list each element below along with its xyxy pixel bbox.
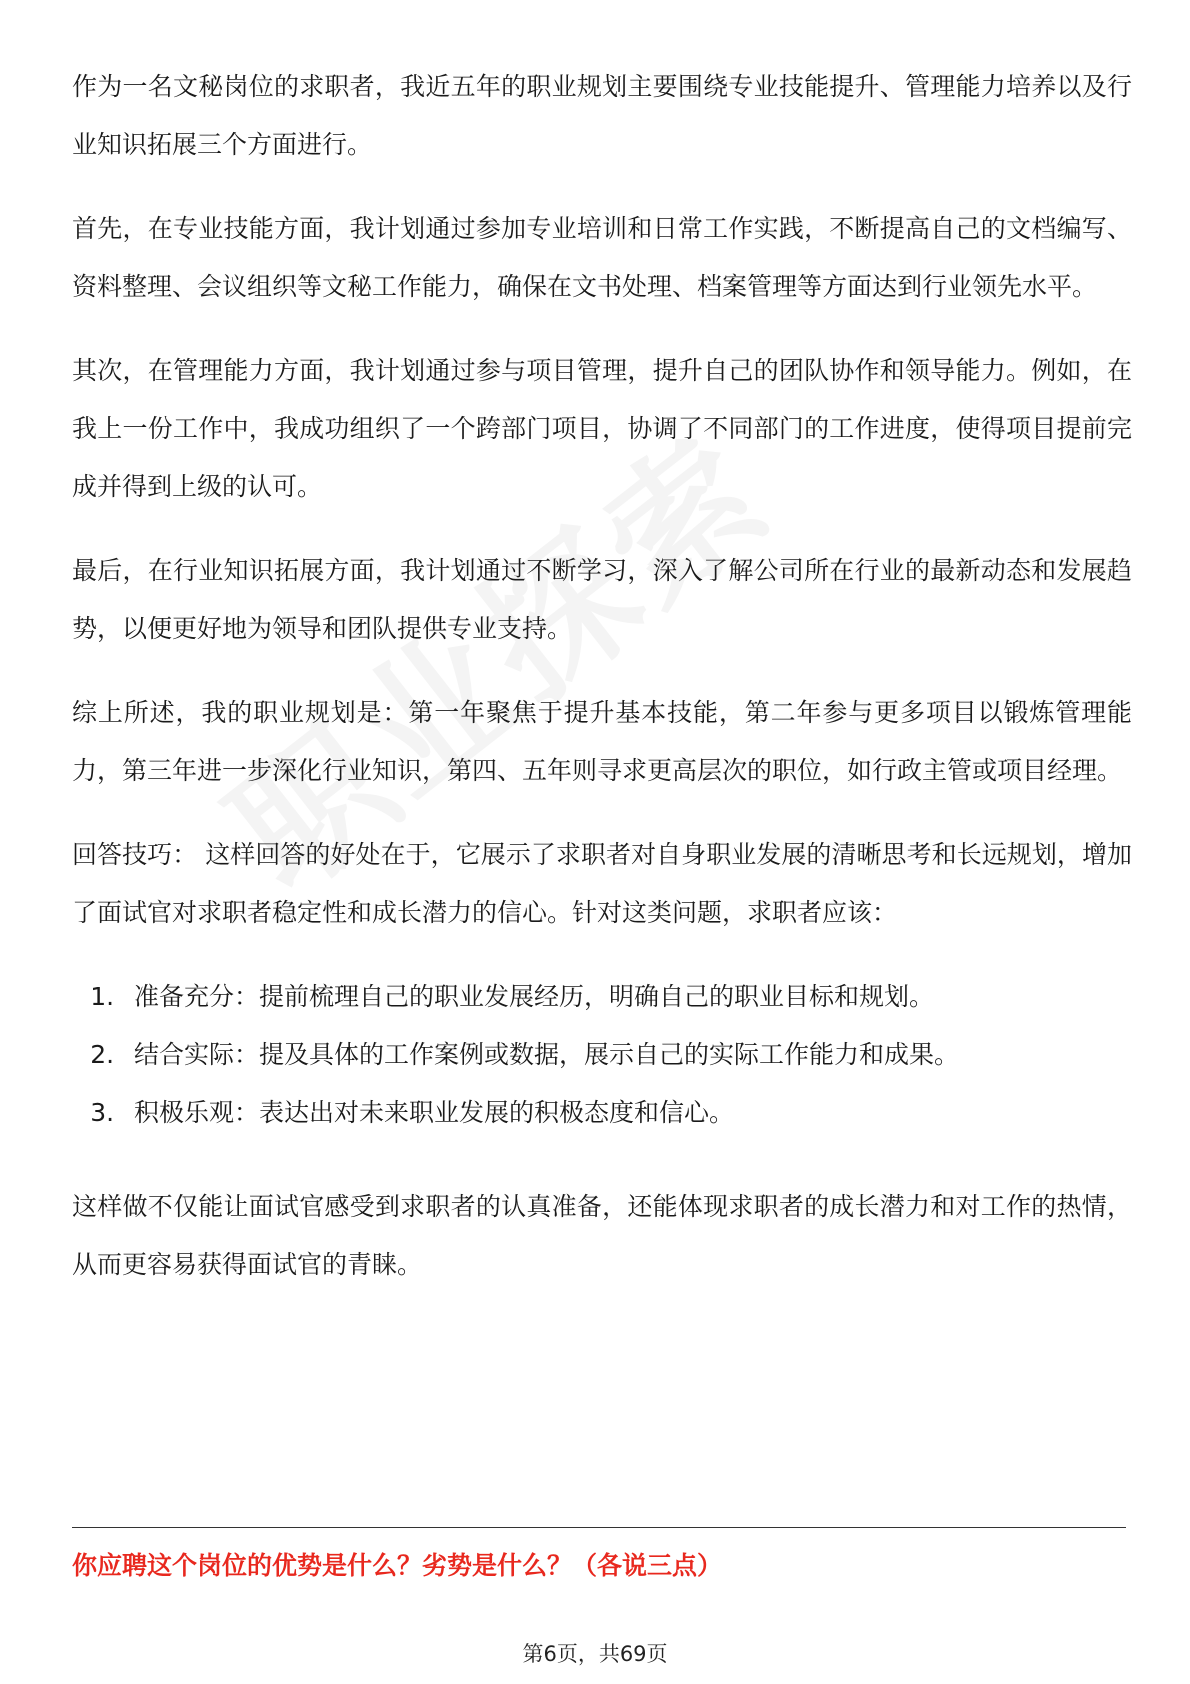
list-item: 2. 结合实际：提及具体的工作案例或数据，展示自己的实际工作能力和成果。: [122, 1026, 1132, 1084]
paragraph-management: 其次，在管理能力方面，我计划通过参与项目管理，提升自己的团队协作和领导能力。例如，在我上一份工作中，我成功组织了一个跨部门项目，协调了不同部门的工作进度，使得项目提前完成并得到上级的认可。: [72, 356, 1132, 501]
document-body: [72, 58, 1132, 1320]
list-item: 1. 准备充分：提前梳理自己的职业发展经历，明确自己的职业目标和规划。: [122, 968, 1132, 1026]
paragraph-intro: 作为一名文秘岗位的求职者，我近五年的职业规划主要围绕专业技能提升、管理能力培养以及行业知识拓展三个方面进行。: [72, 72, 1132, 159]
section-divider: [72, 1527, 1126, 1528]
list-item: 3. 积极乐观：表达出对未来职业发展的积极态度和信心。: [122, 1084, 1132, 1142]
paragraph-summary: 综上所述，我的职业规划是：第一年聚焦于提升基本技能，第二年参与更多项目以锻炼管理能力，第三年进一步深化行业知识，第四、五年则寻求更高层次的职位，如行政主管或项目经理。: [72, 698, 1132, 785]
paragraph-conclusion: 这样做不仅能让面试官感受到求职者的认真准备，还能体现求职者的成长潜力和对工作的热情，从而更容易获得面试官的青睐。: [72, 1192, 1132, 1279]
next-question-heading: 你应聘这个岗位的优势是什么？劣势是什么？（各说三点）: [72, 1551, 723, 1580]
tips-list: [72, 968, 1132, 1142]
page-number: 第6页，共69页: [522, 1642, 668, 1666]
paragraph-skills: 首先，在专业技能方面，我计划通过参加专业培训和日常工作实践，不断提高自己的文档编写、资料整理、会议组织等文秘工作能力，确保在文书处理、档案管理等方面达到行业领先水平。: [72, 214, 1132, 301]
paragraph-tips-intro: 回答技巧： 这样回答的好处在于，它展示了求职者对自身职业发展的清晰思考和长远规划，增加了面试官对求职者稳定性和成长潜力的信心。针对这类问题，求职者应该：: [72, 840, 1132, 927]
paragraph-industry: 最后，在行业知识拓展方面，我计划通过不断学习，深入了解公司所在行业的最新动态和发展趋势，以便更好地为领导和团队提供专业支持。: [72, 556, 1132, 643]
